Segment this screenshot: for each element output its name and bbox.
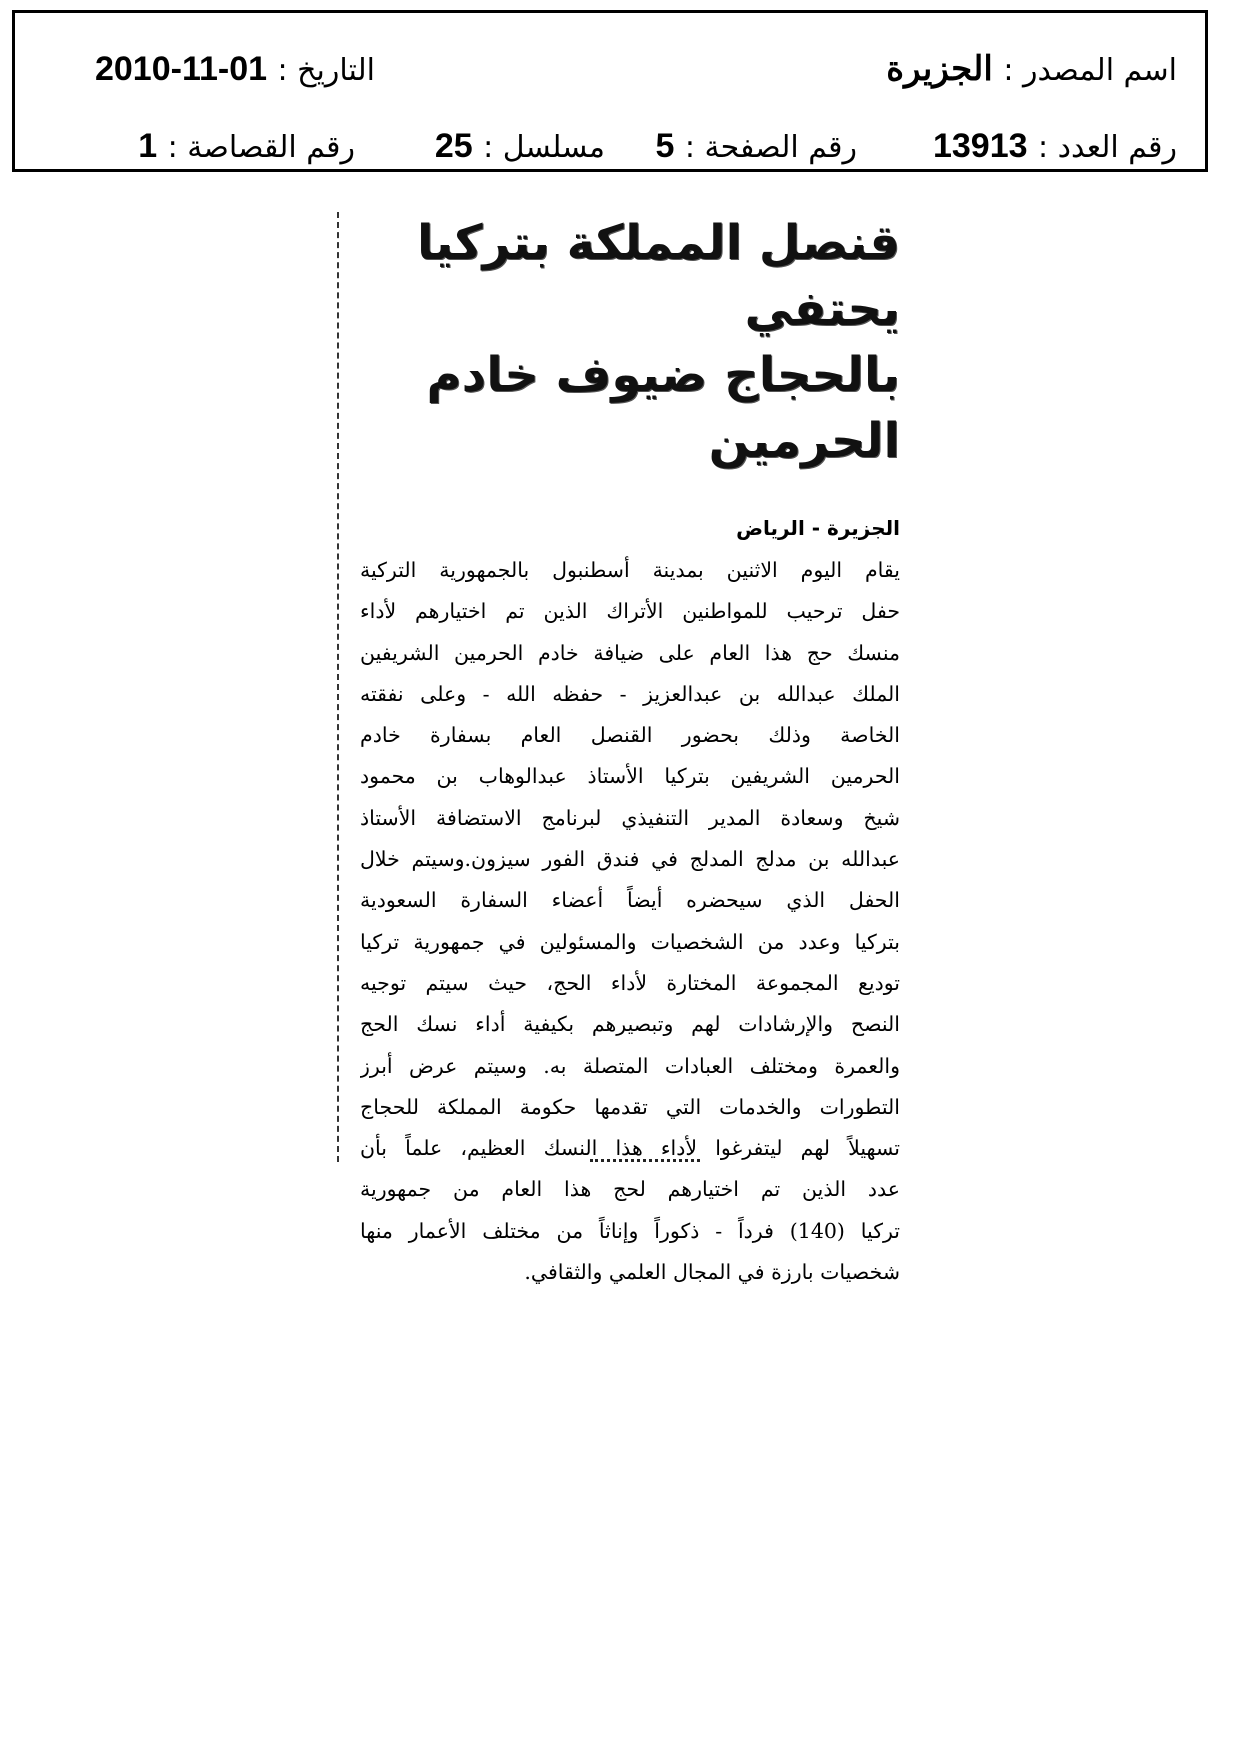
page-number-field: [656, 126, 857, 168]
source-label: اسم المصدر :: [1003, 53, 1177, 88]
body-line: الملك عبدالله بن عبدالعزيز - حفظه الله - وعلى نفقته: [360, 681, 900, 706]
body-line: والعمرة ومختلف العبادات المتصلة به. وسيتم عرض أبرز: [360, 1053, 900, 1078]
body-line: الخاصة وذلك بحضور القنصل العام بسفارة خادم: [360, 723, 900, 748]
body-line: عدد الذين تم اختيارهم لحج هذا العام من جمهورية: [360, 1177, 900, 1202]
page-number-label: رقم الصفحة :: [684, 130, 857, 165]
cut-off-text-fragment: [590, 1155, 700, 1163]
issue-number-label: رقم العدد :: [1037, 130, 1177, 165]
page-number-value: 5: [655, 127, 675, 165]
clip-number-field: [138, 126, 355, 168]
article-body: [360, 550, 900, 1293]
source-field: [886, 49, 1177, 91]
body-line: تركيا (140) فرداً - ذكوراً وإناثاً من مختلف الأعمار منها: [360, 1218, 900, 1243]
clip-number-label: رقم القصاصة :: [167, 130, 355, 165]
date-value: 2010-11-01: [94, 50, 268, 88]
body-line: حفل ترحيب للمواطنين الأتراك الذين تم اختيارهم لأداء: [360, 599, 900, 624]
body-line: توديع المجموعة المختارة لأداء الحج، حيث سيتم توجيه: [360, 970, 900, 995]
body-line: عبدالله بن مدلج المدلج في فندق الفور سيزون.وسيتم خلال: [360, 847, 900, 872]
issue-number-value: 13913: [932, 127, 1028, 165]
body-line: التطورات والخدمات التي تقدمها حكومة المملكة للحجاج: [360, 1094, 900, 1119]
body-line: تسهيلاً لهم ليتفرغوا لأداء هذا النسك العظيم، علماً بأن: [360, 1136, 900, 1161]
serial-field: [435, 126, 605, 168]
body-line: منسك حج هذا العام على ضيافة خادم الحرمين الشريفين: [360, 640, 900, 665]
article: [360, 210, 900, 1293]
serial-label: مسلسل :: [483, 130, 605, 165]
clip-number-value: 1: [138, 127, 158, 165]
article-headline: [360, 210, 900, 474]
serial-value: 25: [434, 127, 473, 165]
body-line: الحفل الذي سيحضره أيضاً أعضاء السفارة السعودية: [360, 888, 900, 913]
clipping-header-box: [12, 10, 1208, 172]
article-byline: الجزيرة - الرياض: [736, 516, 900, 540]
column-divider: [337, 212, 339, 1162]
date-label: التاريخ :: [277, 53, 375, 88]
body-line: يقام اليوم الاثنين بمدينة أسطنبول بالجمهورية التركية: [360, 558, 900, 582]
issue-number-field: [933, 126, 1177, 168]
headline-line-1: قنصل المملكة بتركيا يحتفي: [416, 215, 900, 337]
headline-line-2: بالحجاج ضيوف خادم الحرمين: [426, 347, 900, 469]
body-line: شخصيات بارزة في المجال العلمي والثقافي.: [524, 1260, 900, 1285]
date-field: [95, 49, 375, 91]
body-line: الحرمين الشريفين بتركيا الأستاذ عبدالوهاب بن محمود: [360, 764, 900, 789]
body-line: النصح والإرشادات لهم وتبصيرهم بكيفية أداء نسك الحج: [360, 1012, 900, 1037]
body-line: شيخ وسعادة المدير التنفيذي لبرنامج الاستضافة الأستاذ: [360, 805, 900, 830]
body-line: بتركيا وعدد من الشخصيات والمسئولين في جمهورية تركيا: [360, 929, 900, 954]
source-value: الجزيرة: [886, 50, 993, 88]
